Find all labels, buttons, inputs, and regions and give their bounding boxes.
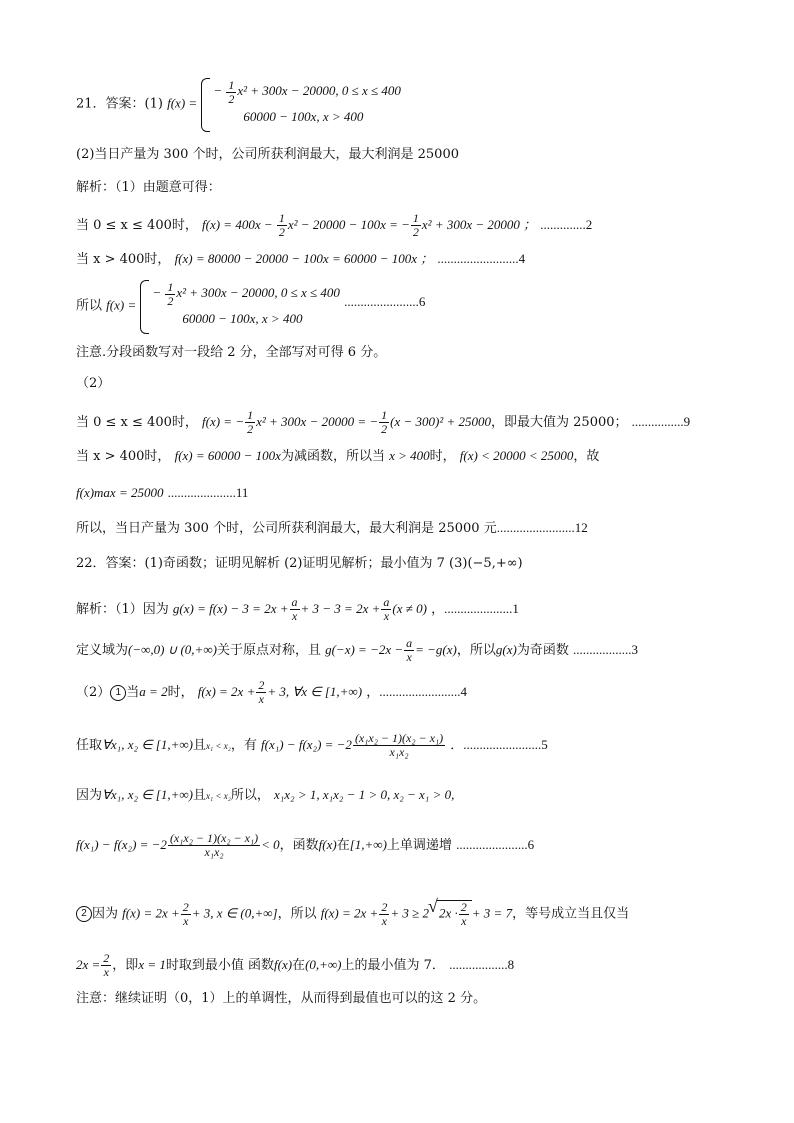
- q22-line2: 定义域为(−∞,0) ∪ (0,+∞)关于原点对称，且 g(−x) = −2x − $\frac{a}{x}$ = −g(x)，所以g(x)为奇函数 ..................3: [76, 636, 638, 664]
- q22-line5: 因为∀x₁, x₂ ∈ [1,+∞)且x₁ < x₂所以， x₁x₂ > 1, x₁x₂ − 1 > 0, x₂ − x₁ > 0,: [76, 787, 455, 803]
- q22-note2: 注意：继续证明（0，1）上的单调性，从而得到最值也可以的这 2 分。: [76, 991, 487, 1006]
- q21-line6: f(x)max = 25000 .....................11: [76, 485, 249, 500]
- circled-number-2: 2: [76, 906, 92, 922]
- q21-line2: 当 x > 400时， f(x) = 80000 − 20000 − 100x = 60000 − 100x ； .........................4: [76, 251, 526, 267]
- q21-line5: 当 x > 400时， f(x) = 60000 − 100x为减函数，所以当 x > 400时， f(x) < 20000 < 25000，故: [76, 448, 600, 464]
- q22-line8: 2x = $\frac{2}{x}$ ，即x = 1时取到最小值 函数f(x)在(0,+∞)上的最小值为 7． ..................8: [76, 951, 515, 979]
- q22-line4: 任取∀x₁, x₂ ∈ [1,+∞)且x₁ < x₂，有 f(x₁) − f(x₂) = −2 $\frac{\text{(x₁x₂ − 1)(x₂ − x₁)}}{\text{x₁x₂}}$ ．........................5: [76, 731, 548, 759]
- q21-note1: 注意.分段函数写对一段给 2 分，全部写对可得 6 分。: [76, 345, 387, 360]
- q21-line1: 当 0 ≤ x ≤ 400时， f(x) = 400x − $\frac{1}{2}$ x² − 20000 − 100x = − $\frac{1}{2}$ x² + 300x − 20000 ； ..............2: [76, 211, 593, 239]
- q21-answer-line: [76, 78, 401, 130]
- q22-line7: 2 因为 f(x) = 2x + $\frac{2}{x}$ + 3, x ∈ (0,+∞]，所以 f(x) = 2x + $\frac{2}{x}$ + 3 ≥ 2√ 2x · $\frac{2}{x}$ + 3 = 7，等号成立当且仅当: [76, 900, 629, 928]
- q22-answer: 22．答案：(1)奇函数；证明见解析 (2)证明见解析；最小值为 7 (3)(−5,+∞): [76, 556, 523, 571]
- q22-line6: f(x₁) − f(x₂) = −2 $\frac{\text{(x₁x₂ − 1)(x₂ − x₁)}}{\text{x₁x₂}}$ < 0，函数f(x)在[1,+∞)上单调递增 ......................6: [76, 831, 535, 859]
- q21-line3: 所以 f(x) = − $\frac{1}{2}$ x² + 300x − 20000, 0 ≤ x ≤ 400 60000 − 100x, x > 400 .......................6: [76, 280, 425, 332]
- q21-line7: 所以，当日产量为 300 个时，公司所获利润最大，最大利润是 25000 元........................12: [76, 520, 588, 536]
- q21-analysis: 解析：（1）由题意可得：: [76, 180, 221, 195]
- sqrt-expression: √ 2x · $\frac{2}{x}$: [437, 900, 472, 928]
- q21-answer-label: 21．答案：(1): [76, 96, 163, 112]
- q21-fx: f(x) =: [167, 95, 198, 111]
- q21-part2-answer: (2)当日产量为 300 个时，公司所获利润最大，最大利润是 25000: [76, 147, 459, 162]
- q21-piecewise: − $\frac{1}{2}$ x² + 300x − 20000, 0 ≤ x ≤ 400 60000 − 100x, x > 400: [201, 78, 401, 130]
- q21-sub2: （2）: [76, 376, 111, 391]
- q22-line1: 解析：（1）因为 g(x) = f(x) − 3 = 2x + $\frac{a}{x}$ + 3 − 3 = 2x + $\frac{a}{x}$ (x ≠ 0) ，.....................1: [76, 595, 519, 623]
- circled-number-1: 1: [110, 685, 126, 701]
- q21-line4: 当 0 ≤ x ≤ 400时， f(x) = − $\frac{1}{2}$ x² + 300x − 20000 = − $\frac{1}{2}$ (x − 300)² + 25000，即最大值为 25000； ................9: [76, 408, 691, 436]
- q22-line3: （2） 1 当a = 2时， f(x) = 2x + $\frac{2}{x}$ + 3, ∀x ∈ [1,+∞) ，.........................4: [76, 678, 467, 706]
